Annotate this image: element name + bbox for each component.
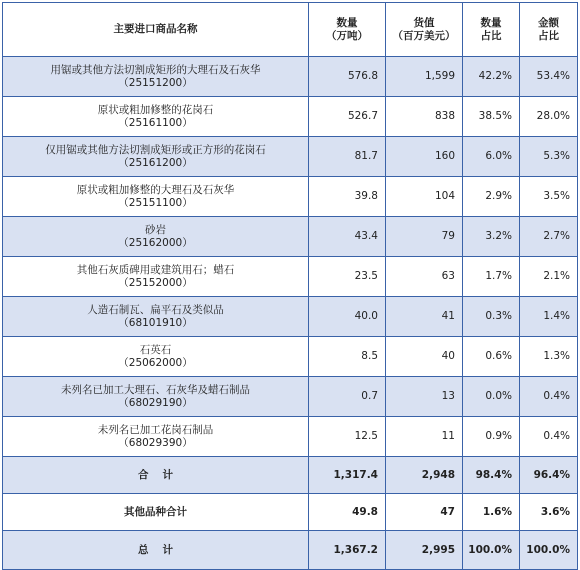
- commodity-name-cell: [3, 417, 309, 457]
- total-label: 总计: [3, 531, 309, 570]
- total-row: [3, 531, 578, 570]
- commodity-name: 人造石制瓦、扁平石及类似品: [87, 303, 224, 316]
- table-row: [3, 377, 578, 417]
- table-row: [3, 217, 578, 257]
- table-row: [3, 337, 578, 377]
- import-commodities-table: [2, 2, 578, 570]
- table-row: [3, 97, 578, 137]
- qty-cell: 12.5: [309, 417, 386, 457]
- header-name: 主要进口商品名称: [3, 3, 309, 57]
- value-cell: 13: [386, 377, 463, 417]
- commodity-name-cell: [3, 257, 309, 297]
- commodity-name: 用锯或其他方法切割成矩形的大理石及石灰华: [50, 63, 261, 76]
- others-qty: 49.8: [309, 494, 386, 531]
- commodity-name: 仅用锯或其他方法切割成矩形或正方形的花岗石: [45, 143, 266, 156]
- qty-cell: 40.0: [309, 297, 386, 337]
- commodity-name: 未列名已加工花岗石制品: [97, 423, 214, 436]
- value-cell: 79: [386, 217, 463, 257]
- value-share-cell: 0.4%: [520, 417, 578, 457]
- qty-share-cell: 0.3%: [463, 297, 520, 337]
- others-row: [3, 494, 578, 531]
- subtotal-qty-share: 98.4%: [463, 457, 520, 494]
- others-value: 47: [386, 494, 463, 531]
- value-share-cell: 53.4%: [520, 57, 578, 97]
- value-share-cell: 2.1%: [520, 257, 578, 297]
- qty-cell: 81.7: [309, 137, 386, 177]
- qty-share-cell: 42.2%: [463, 57, 520, 97]
- qty-cell: 43.4: [309, 217, 386, 257]
- header-qty-share: 数量 占比: [463, 3, 520, 57]
- qty-cell: 8.5: [309, 337, 386, 377]
- table-row: [3, 137, 578, 177]
- commodity-name-cell: [3, 297, 309, 337]
- qty-share-cell: 3.2%: [463, 217, 520, 257]
- commodity-name: 其他石灰质碑用或建筑用石；蜡石: [76, 263, 235, 276]
- subtotal-qty: 1,317.4: [309, 457, 386, 494]
- commodity-name: 砂岩: [145, 223, 166, 236]
- qty-cell: 576.8: [309, 57, 386, 97]
- value-cell: 104: [386, 177, 463, 217]
- commodity-code: （25151100）: [118, 196, 193, 209]
- others-label: 其他品种合计: [3, 494, 309, 531]
- commodity-code: （25162000）: [118, 236, 193, 249]
- commodity-name-cell: [3, 337, 309, 377]
- value-cell: 63: [386, 257, 463, 297]
- header-value: 货值 （百万美元）: [386, 3, 463, 57]
- commodity-code: （68029190）: [118, 396, 193, 409]
- table-row: [3, 417, 578, 457]
- qty-cell: 39.8: [309, 177, 386, 217]
- qty-share-cell: 2.9%: [463, 177, 520, 217]
- commodity-name-cell: [3, 377, 309, 417]
- qty-share-cell: 6.0%: [463, 137, 520, 177]
- qty-share-cell: 0.9%: [463, 417, 520, 457]
- value-share-cell: 1.3%: [520, 337, 578, 377]
- commodity-name: 未列名已加工大理石、石灰华及蜡石制品: [61, 383, 250, 396]
- others-qty-share: 1.6%: [463, 494, 520, 531]
- commodity-name-cell: [3, 217, 309, 257]
- qty-share-cell: 0.0%: [463, 377, 520, 417]
- commodity-name: 原状或粗加修整的花岗石: [97, 103, 214, 116]
- total-value: 2,995: [386, 531, 463, 570]
- header-qty: 数量 （万吨）: [309, 3, 386, 57]
- commodity-code: （25161100）: [118, 116, 193, 129]
- commodity-name-cell: [3, 137, 309, 177]
- commodity-code: （25151200）: [118, 76, 193, 89]
- total-value-share: 100.0%: [520, 531, 578, 570]
- total-qty-share: 100.0%: [463, 531, 520, 570]
- value-share-cell: 5.3%: [520, 137, 578, 177]
- qty-share-cell: 38.5%: [463, 97, 520, 137]
- commodity-code: （68101910）: [118, 316, 193, 329]
- value-share-cell: 2.7%: [520, 217, 578, 257]
- qty-share-cell: 0.6%: [463, 337, 520, 377]
- qty-cell: 526.7: [309, 97, 386, 137]
- value-cell: 1,599: [386, 57, 463, 97]
- commodity-code: （25152000）: [118, 276, 193, 289]
- commodity-code: （68029390）: [118, 436, 193, 449]
- commodity-code: （25161200）: [118, 156, 193, 169]
- value-share-cell: 1.4%: [520, 297, 578, 337]
- subtotal-value: 2,948: [386, 457, 463, 494]
- value-share-cell: 3.5%: [520, 177, 578, 217]
- commodity-name: 原状或粗加修整的大理石及石灰华: [76, 183, 235, 196]
- table-row: [3, 297, 578, 337]
- value-share-cell: 28.0%: [520, 97, 578, 137]
- subtotal-row: [3, 457, 578, 494]
- qty-cell: 0.7: [309, 377, 386, 417]
- value-cell: 41: [386, 297, 463, 337]
- table-row: [3, 57, 578, 97]
- qty-cell: 23.5: [309, 257, 386, 297]
- table-row: [3, 177, 578, 217]
- value-cell: 160: [386, 137, 463, 177]
- qty-share-cell: 1.7%: [463, 257, 520, 297]
- subtotal-label: 合计: [3, 457, 309, 494]
- others-value-share: 3.6%: [520, 494, 578, 531]
- commodity-name-cell: [3, 177, 309, 217]
- value-cell: 40: [386, 337, 463, 377]
- value-share-cell: 0.4%: [520, 377, 578, 417]
- commodity-name-cell: [3, 97, 309, 137]
- header-row: [3, 3, 578, 57]
- subtotal-value-share: 96.4%: [520, 457, 578, 494]
- commodity-name-cell: [3, 57, 309, 97]
- total-qty: 1,367.2: [309, 531, 386, 570]
- header-value-share: 金额 占比: [520, 3, 578, 57]
- table-row: [3, 257, 578, 297]
- commodity-code: （25062000）: [118, 356, 193, 369]
- value-cell: 11: [386, 417, 463, 457]
- value-cell: 838: [386, 97, 463, 137]
- commodity-name: 石英石: [139, 343, 172, 356]
